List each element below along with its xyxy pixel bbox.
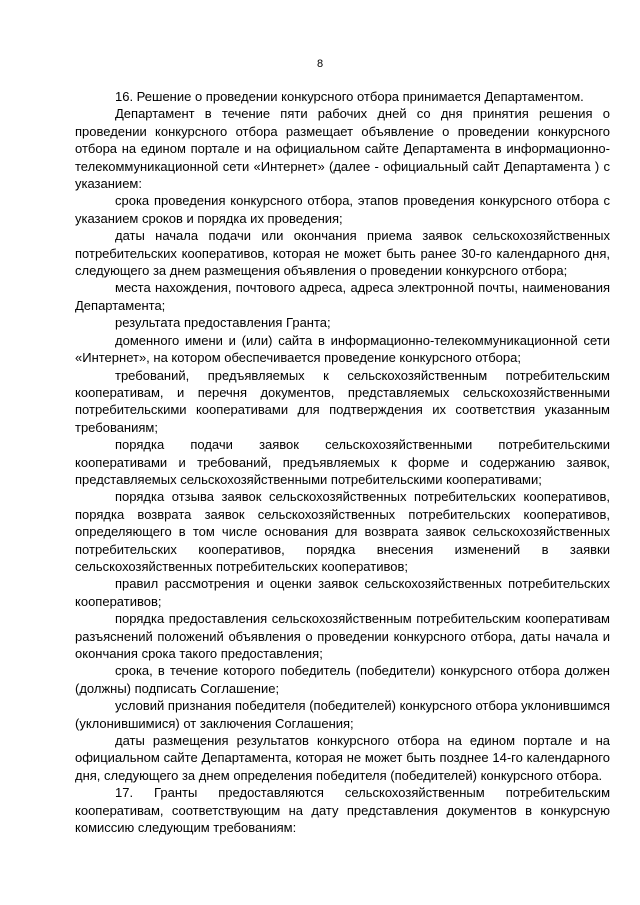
- list-item-clarifications: порядка предоставления сельскохозяйственным потребительским кооперативам разъяснений положений объявления о проведении конкурсного отбора, даты начала и окончания срока такого предоставления;: [75, 611, 610, 661]
- list-item-withdrawal-order: порядка отзыва заявок сельскохозяйственных потребительских кооперативов, порядка возврата заявок сельскохозяйственных потребительских кооперативов, определяющего в том числе основания для возврата заявок сельскохозяйственных потребительских кооперативов, порядка внесения изменений в заявки сельскохозяйственных потребительских кооперативов;: [75, 489, 610, 574]
- list-item-timeline: срока проведения конкурсного отбора, этапов проведения конкурсного отбора с указанием сроков и порядка их проведения;: [75, 193, 610, 226]
- list-item-location: места нахождения, почтового адреса, адреса электронной почты, наименования Департамента;: [75, 280, 610, 313]
- paragraph-16-decision: 16. Решение о проведении конкурсного отбора принимается Департаментом.: [115, 89, 584, 104]
- list-item-grant-result: результата предоставления Гранта;: [115, 315, 331, 331]
- list-item-evaluation-rules: правил рассмотрения и оценки заявок сельскохозяйственных потребительских кооперативов;: [75, 576, 610, 609]
- list-item-evasion-conditions: условий признания победителя (победителей) конкурсного отбора уклонившимся (уклонившимися) от заключения Соглашения;: [75, 698, 610, 731]
- paragraph-17-grant-requirements: 17. Гранты предоставляются сельскохозяйственным потребительским кооперативам, соответствующим на дату представления документов в конкурсную комиссию следующим требованиям:: [75, 785, 610, 836]
- list-item-signing-deadline: срока, в течение которого победитель (победители) конкурсного отбора должен (должны) подписать Соглашение;: [75, 663, 610, 696]
- list-item-domain: доменного имени и (или) сайта в информационно-телекоммуникационной сети «Интернет», на котором обеспечивается проведение конкурсного отбора;: [75, 332, 610, 366]
- list-item-results-publication: даты размещения результатов конкурсного отбора на едином портале и на официальном сайте Департамента, которая не может быть позднее 14-го календарного дня, следующего за днем определения победителя (победителей) конкурсного отбора.: [75, 733, 610, 783]
- page-number: 8: [316, 58, 324, 70]
- paragraph-announcement: Департамент в течение пяти рабочих дней со дня принятия решения о проведении конкурсного отбора размещает объявление о проведении конкурсного отбора на едином портале и на официальном сайте Департамента в информационно-телекоммуникационной сети «Интернет» (далее - официальный сайт Департамента ) с указанием:: [75, 106, 610, 192]
- list-item-application-dates: даты начала подачи или окончания приема заявок сельскохозяйственных потребительских кооперативов, которая не может быть ранее 30-го календарного дня, следующего за днем размещения объявления о проведении конкурсного отбора;: [75, 228, 610, 279]
- document-body: [75, 88, 610, 836]
- list-item-requirements: требований, предъявляемых к сельскохозяйственным потребительским кооперативам, и перечня документов, представляемых сельскохозяйственными потребительскими кооперативами для подтверждения их соответствия указанным требованиям;: [75, 367, 610, 435]
- list-item-submission-order: порядка подачи заявок сельскохозяйственными потребительскими кооперативами и требований, предъявляемых к форме и содержанию заявок, представляемых сельскохозяйственными потребительскими кооперативами;: [75, 437, 610, 487]
